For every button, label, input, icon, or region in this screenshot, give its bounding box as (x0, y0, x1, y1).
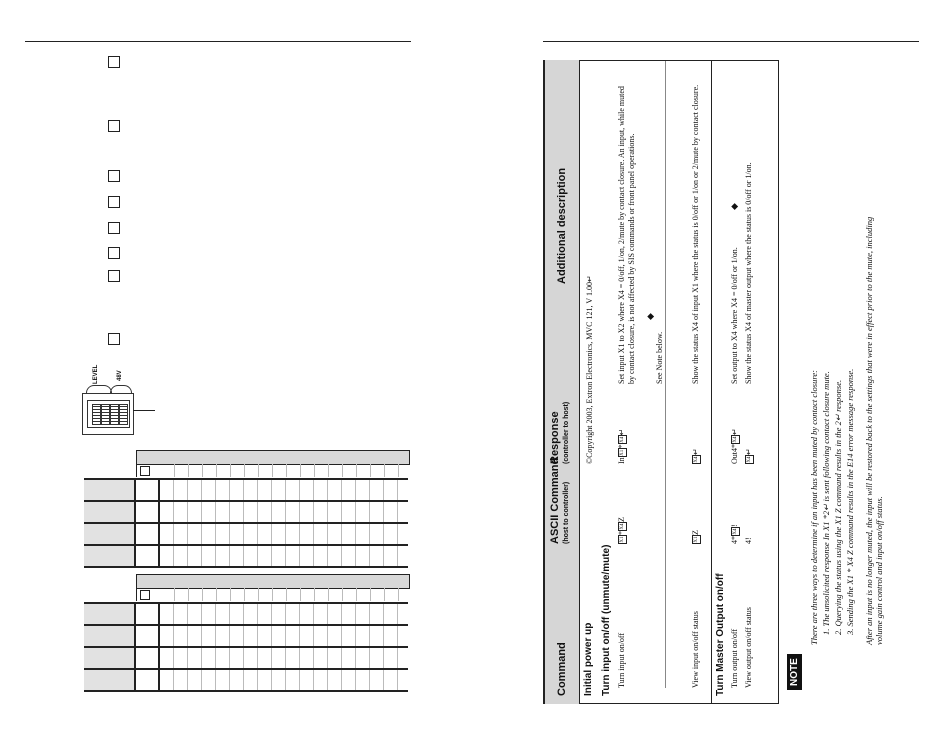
variable-box: X4 (693, 456, 699, 463)
settings-grid-table-2 (84, 574, 409, 691)
variable-box: X4 (746, 456, 752, 463)
note-line: 1. The unsolicited response In X1 *2↵ is sent following contact closure mute. (821, 371, 831, 635)
grid-ticks (160, 626, 408, 646)
checkbox[interactable] (140, 466, 150, 476)
header-description: Additional description (556, 167, 568, 284)
row-ascii: X1Z (691, 530, 700, 543)
row-command: Turn input on/off (617, 632, 626, 688)
grid-row (84, 500, 408, 522)
dip-callout-line (133, 410, 155, 411)
dip-switch-2 (101, 404, 110, 425)
table-bottom-rule (778, 60, 779, 704)
checkbox[interactable] (108, 333, 120, 345)
note-badge: NOTE (787, 654, 802, 690)
row-description: Show the status X4 of input X1 where the status is 0/off or 1/on or 2/mute by contact closure. (691, 84, 700, 384)
checkbox[interactable] (108, 120, 120, 132)
grid-table-ticks (161, 464, 409, 477)
dip-label-level: LEVEL (93, 364, 99, 384)
grid-ticks (160, 604, 408, 624)
grid-cell (136, 502, 160, 522)
grid-table-subheader (136, 464, 409, 477)
row-command: View output on/off status (744, 607, 753, 688)
header-ascii: ASCII Command (549, 457, 561, 544)
table-header (543, 60, 580, 704)
checkbox[interactable] (108, 56, 120, 68)
checkbox[interactable] (140, 590, 150, 600)
grid-cell (136, 546, 160, 566)
grid-row (84, 478, 408, 500)
header-command: Command (556, 642, 568, 696)
grid-row-label (84, 480, 136, 500)
grid-ticks (160, 546, 408, 566)
diamond-icon: ◆ (729, 203, 739, 210)
section-turn-input: Turn input on/off (unmute/mute) (601, 544, 612, 696)
grid-row (84, 602, 408, 624)
grid-ticks (160, 670, 408, 690)
grid-row (84, 624, 408, 646)
row-command: Turn output on/off (730, 628, 739, 688)
row-response: InX1*X4↵ (617, 428, 626, 464)
grid-ticks (160, 524, 408, 544)
grid-table-ticks (161, 588, 409, 601)
grid-row (84, 522, 408, 544)
diamond-icon: ◆ (645, 313, 655, 320)
power-up-response: ©Copyright 2003, Extron Electronics, MVC 121, V 1.00↵ (585, 275, 594, 464)
row-description: Set input X1 to X2 where X4 = 0/off, 1/on, 2/mute by contact closure. An input, while muted by contact closure, is not affected by SIS commands or front panel operations. (617, 86, 636, 384)
row-response: Out4*X4↵ (730, 428, 739, 464)
note-block (789, 130, 923, 690)
grid-row (84, 544, 408, 568)
settings-grid-table-1 (84, 450, 409, 567)
row-response: X4↵ (744, 448, 753, 463)
grid-row-label (84, 604, 136, 624)
checkbox[interactable] (108, 247, 120, 259)
variable-box: X4 (732, 528, 738, 535)
note-line: There are three ways to determine if an input has been muted by contact closure: (809, 370, 819, 645)
variable-box: X1 (619, 536, 625, 543)
variable-box: X4 (619, 436, 625, 443)
grid-table-header (136, 574, 410, 589)
variable-box: X4 (619, 523, 625, 530)
grid-row-label (84, 670, 136, 690)
grid-row-label (84, 524, 136, 544)
variable-box: X1 (693, 536, 699, 543)
dip-switch-1 (92, 404, 101, 425)
grid-row-label (84, 502, 136, 522)
sis-command-table (543, 60, 779, 704)
grid-table-header (136, 450, 410, 465)
grid-row-label (84, 546, 136, 566)
row-see-note: See Note below. (655, 331, 664, 384)
note-paragraph: After an input is no longer muted, the input will be restored back to the settings that were in effect prior to the mute, including volume gain control and input on/off status. (864, 216, 884, 645)
section-master-output: Turn Master Output on/off (715, 573, 726, 696)
header-response-sub: (controller to host) (563, 401, 570, 464)
row-ascii: 4! (744, 537, 753, 544)
note-line: 3. Sending the X1 * X4 Z command results in the E14 error message response. (845, 368, 855, 635)
grid-row (84, 668, 408, 692)
right-header-rule (543, 41, 919, 42)
header-response: Response (549, 411, 561, 464)
grid-cell (136, 626, 160, 646)
checkbox[interactable] (108, 170, 120, 182)
checkbox[interactable] (108, 270, 120, 282)
dip-switch-4 (119, 404, 128, 425)
row-response: X4↵ (691, 448, 700, 463)
left-header-rule (25, 41, 411, 42)
row-ascii: 4*X4! (730, 524, 739, 544)
grid-table-subheader (136, 588, 409, 601)
grid-cell (136, 480, 160, 500)
dip-switch-body (82, 393, 134, 435)
grid-cell (136, 604, 160, 624)
header-ascii-sub: (host to controller) (563, 481, 570, 544)
note-line: 2. Querying the status using the X1 Z command results in the 2↵ response. (833, 379, 843, 635)
grid-cell (136, 648, 160, 668)
grid-ticks (160, 502, 408, 522)
row-ascii: X1*X4Z (617, 517, 626, 543)
dip-switch-bank (87, 400, 130, 428)
grid-row (84, 646, 408, 668)
grid-ticks (160, 648, 408, 668)
grid-row-label (84, 626, 136, 646)
row-command: View input on/off status (691, 611, 700, 688)
grid-ticks (160, 480, 408, 500)
checkbox[interactable] (108, 222, 120, 234)
dip-label-48v: 48V (117, 370, 123, 381)
row-divider (665, 61, 666, 688)
grid-cell (136, 524, 160, 544)
row-description: Set output to X4 where X4 = 0/off or 1/on. (730, 247, 739, 384)
section-initial-power-up: Initial power up (583, 622, 594, 696)
grid-cell (136, 670, 160, 690)
checkbox[interactable] (108, 196, 120, 208)
variable-box: X1 (619, 449, 625, 456)
variable-box: X4 (732, 436, 738, 443)
section-divider (711, 60, 712, 704)
row-description: Show the status X4 of master output where the status is 0/off or 1/on. (744, 162, 753, 384)
grid-row-label (84, 648, 136, 668)
dip-switch-3 (110, 404, 119, 425)
